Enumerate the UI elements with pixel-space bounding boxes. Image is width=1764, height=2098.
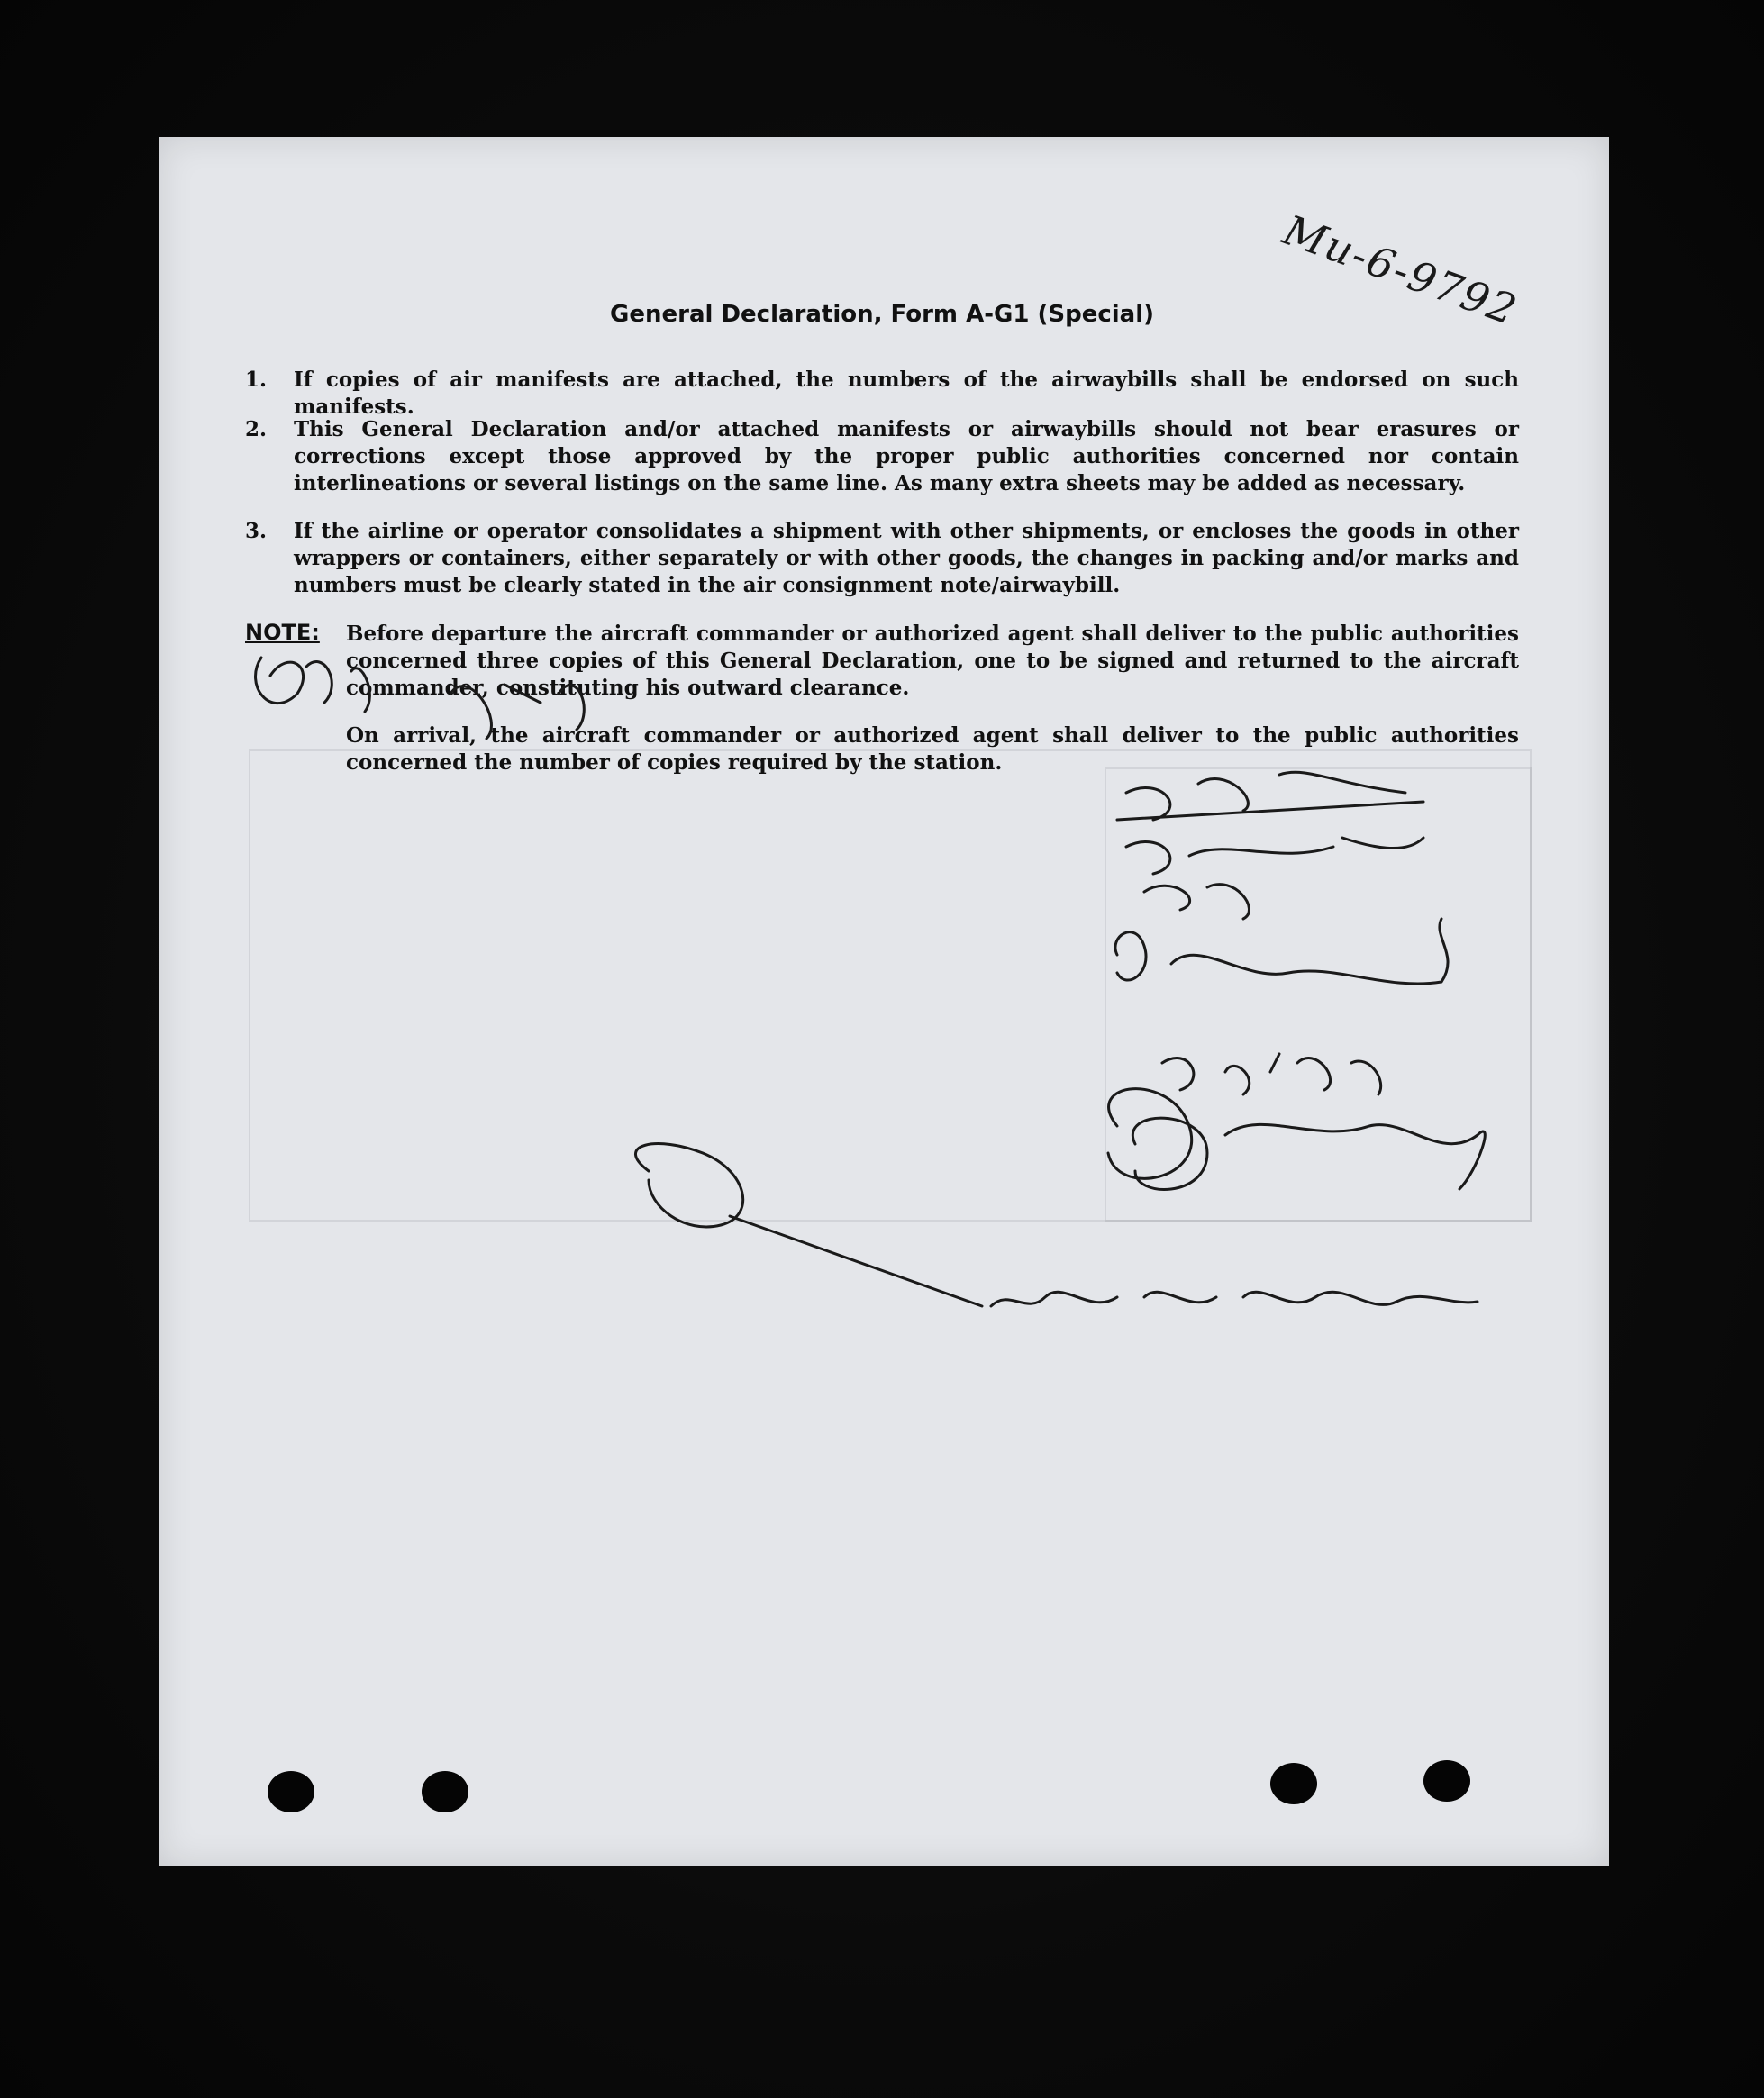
item-text: If copies of air manifests are attached, the numbers of the airwaybills shall be endorsed on such manifests. [294, 368, 1519, 419]
punch-hole-1 [268, 1771, 314, 1812]
signature-date [1162, 1054, 1381, 1094]
signature-lower-text [991, 1292, 1478, 1306]
page-title: General Declaration, Form A-G1 (Special) [610, 301, 1154, 328]
punch-hole-4 [1423, 1760, 1470, 1802]
punch-hole-2 [422, 1771, 468, 1812]
item-number: 2. [245, 417, 268, 441]
margin-scribble [256, 658, 585, 739]
note-arrival: On arrival, the aircraft commander or authorized agent shall deliver to the public authorities concerned the number of copies required by the station. [346, 723, 1519, 775]
signature-lower-loop [635, 1144, 982, 1306]
note-departure: Before departure the aircraft commander or authorized agent shall deliver to the public authorities concerned three copies of this General Declaration, one to be signed and returned to the aircraft commander, constituting his outward clearance. [346, 622, 1519, 700]
item-text: This General Declaration and/or attached manifests or airwaybills should not bear erasures or corrections except those approved by the proper public authorities concerned nor contain interlineations or several listings on the same line. As many extra sheets may be added as necessary. [294, 417, 1519, 495]
signature-upper [1117, 772, 1423, 874]
handwritten-reference-number: Mu-6-9792 [1277, 205, 1524, 335]
item-number: 1. [245, 368, 268, 392]
note-label: NOTE: [245, 620, 320, 645]
signature-middle [1115, 885, 1448, 984]
punch-hole-3 [1270, 1763, 1317, 1804]
signature-loops [1108, 1089, 1485, 1190]
item-number: 3. [245, 519, 268, 543]
item-text: If the airline or operator consolidates a shipment with other shipments, or encloses the goods in other wrappers or containers, either separately or with other goods, the changes in packing and/or marks and numbers must be clearly stated in the air consignment note/airwaybill. [294, 519, 1519, 597]
